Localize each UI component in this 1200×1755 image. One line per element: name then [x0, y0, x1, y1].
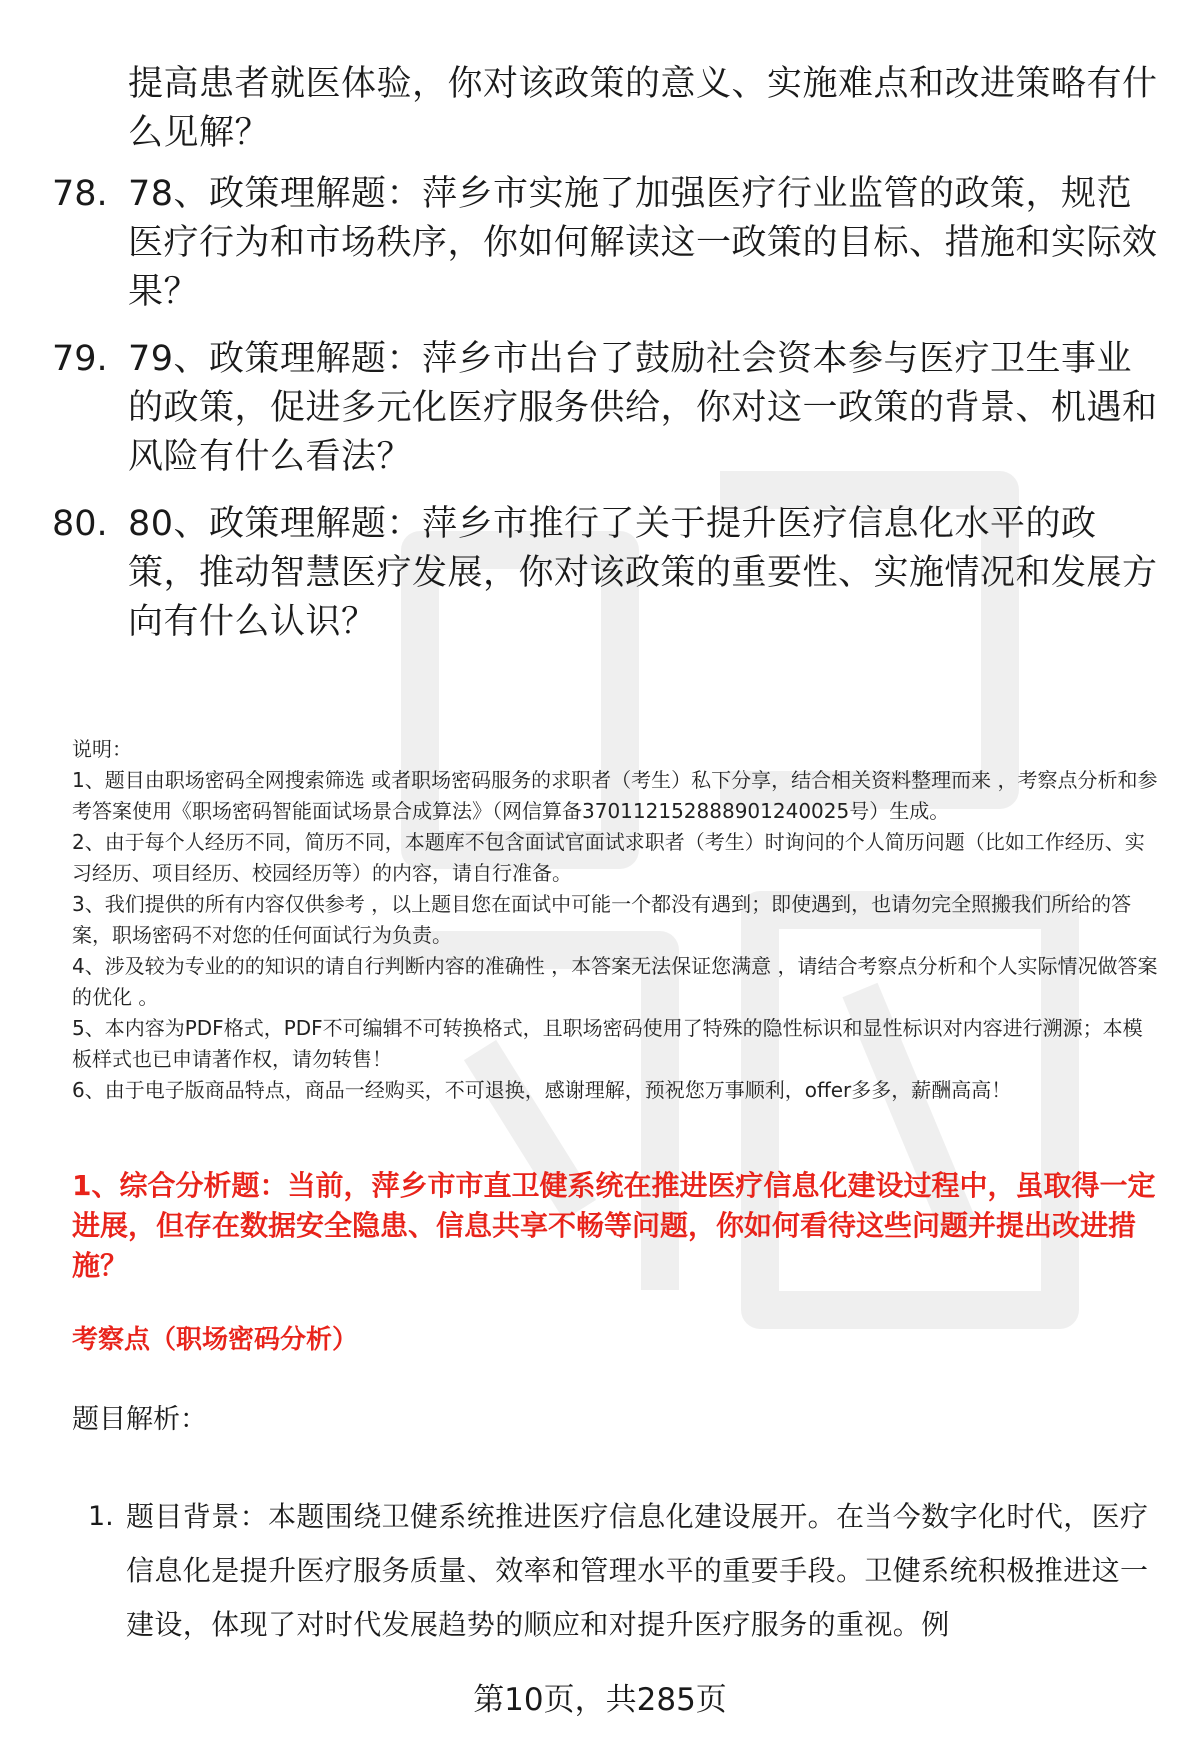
notes-item: 3、我们提供的所有内容仅供参考 ，以上题目您在面试中可能一个都没有遇到；即使遇到，也请勿完全照搬我们所给的答案，职场密码不对您的任何面试行为负责。	[72, 892, 1132, 947]
question-77-continuation: 提高患者就医体验，你对该政策的意义、实施难点和改进策略有什么见解？	[128, 64, 1158, 153]
analysis-list-item	[88, 1490, 1168, 1652]
question-number: 79.	[52, 339, 108, 379]
question-text: 78、政策理解题：萍乡市实施了加强医疗行业监管的政策，规范医疗行为和市场秩序，你如何解读这一政策的目标、措施和实际效果？	[128, 174, 1158, 312]
question-number: 78.	[52, 174, 108, 214]
question-item-80	[52, 500, 1162, 647]
notes-item: 1、题目由职场密码全网搜索筛选 或者职场密码服务的求职者（考生）私下分享，结合相关资料整理而来 ，考察点分析和参考答案使用《职场密码智能面试场景合成算法》（网信算备370112152888901240025号）生成。	[72, 768, 1158, 823]
section-label: 考察点（职场密码分析）	[72, 1325, 359, 1355]
question-item-79	[52, 335, 1162, 482]
disclaimer-notes	[72, 734, 1162, 1106]
notes-item: 6、由于电子版商品特点，商品一经购买，不可退换，感谢理解，预祝您万事顺利，offer多多，薪酬高高！	[72, 1078, 1012, 1102]
notes-item: 5、本内容为PDF格式，PDF不可编辑不可转换格式，且职场密码使用了特殊的隐性标识和显性标识对内容进行溯源；本模板样式也已申请著作权，请勿转售！	[72, 1016, 1143, 1071]
main-question-heading: 1、综合分析题：当前，萍乡市市直卫健系统在推进医疗信息化建设过程中，虽取得一定进展，但存在数据安全隐患、信息共享不畅等问题，你如何看待这些问题并提出改进措施？	[72, 1169, 1156, 1282]
analysis-title: 题目解析：	[72, 1404, 207, 1435]
question-number: 80.	[52, 504, 108, 544]
question-item-78	[52, 170, 1162, 317]
notes-title: 说明：	[72, 737, 132, 761]
analysis-item-number: 1.	[88, 1501, 114, 1532]
notes-item: 4、涉及较为专业的的知识的请自行判断内容的准确性 ，本答案无法保证您满意 ，请结合考察点分析和个人实际情况做答案的优化 。	[72, 954, 1158, 1009]
notes-item: 2、由于每个人经历不同，简历不同，本题库不包含面试官面试求职者（考生）时询问的个人简历问题（比如工作经历、实习经历、项目经历、校园经历等）的内容，请自行准备。	[72, 830, 1145, 885]
page-footer: 第10页，共285页	[473, 1682, 727, 1718]
question-text: 80、政策理解题：萍乡市推行了关于提升医疗信息化水平的政策，推动智慧医疗发展，你对该政策的重要性、实施情况和发展方向有什么认识？	[128, 504, 1158, 642]
analysis-item-text: 题目背景：本题围绕卫健系统推进医疗信息化建设展开。在当今数字化时代，医疗信息化是提升医疗服务质量、效率和管理水平的重要手段。卫健系统积极推进这一建设，体现了对时代发展趋势的顺应和对提升医疗服务的重视。例	[126, 1500, 1149, 1641]
question-text: 79、政策理解题：萍乡市出台了鼓励社会资本参与医疗卫生事业的政策，促进多元化医疗服务供给，你对这一政策的背景、机遇和风险有什么看法？	[128, 339, 1158, 477]
